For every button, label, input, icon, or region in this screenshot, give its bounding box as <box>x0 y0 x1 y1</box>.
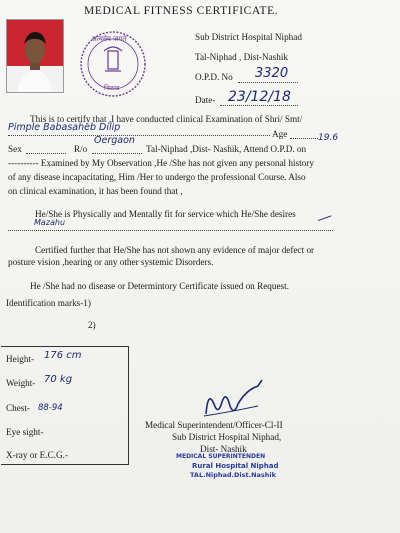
residence-value: Oergaon <box>94 135 135 146</box>
date-rule <box>220 105 298 106</box>
vitals-eyesight-label: Eye sight- <box>6 427 44 437</box>
age-label: Age <box>272 129 288 139</box>
vitals-weight-label: Weight- <box>6 378 36 388</box>
sex-label: Sex <box>8 144 22 154</box>
fit-handwritten: Mazahu <box>34 218 66 227</box>
para3: He /She had no disease or Determintory Certificate issued on Request. <box>30 281 289 291</box>
emblem-top-text: सत्यमेव जयते <box>92 35 127 43</box>
signature <box>200 376 270 420</box>
para1-line3: ---------- Examined by My Observation ,He /She has not given any personal history <box>8 158 314 168</box>
para1-line5: on clinical examination, it has been found that , <box>8 186 183 196</box>
age-value: 19.6 <box>318 133 339 143</box>
opd-value: 3320 <box>255 66 289 81</box>
vitals-chest-label: Chest- <box>6 403 30 413</box>
strike-mark <box>315 206 332 221</box>
name-rule <box>8 135 270 136</box>
residence-label: R/o <box>74 144 88 154</box>
fit-rule <box>8 230 333 231</box>
para2-line1: Certified further that He/She has not shown any evidence of major defect or <box>35 245 315 255</box>
designation-line3: Dist- Nashik <box>200 444 247 454</box>
fit-statement: He/She is Physically and Mentally fit for service which He/She desires <box>35 209 296 219</box>
applicant-name: Pimple Babasaheb Dilip <box>8 122 121 133</box>
certificate-title: MEDICAL FITNESS CERTIFICATE. <box>84 5 279 17</box>
identification-second: 2) <box>88 320 96 330</box>
vitals-height-label: Height- <box>6 354 35 364</box>
age-rule <box>290 138 318 139</box>
vitals-weight-value: 70 kg <box>44 374 73 385</box>
applicant-photo <box>6 19 64 93</box>
para2-line2: posture vision ,hearing or any other systemic Disorders. <box>8 257 214 267</box>
superintendent-stamp-line1: MEDICAL SUPERINTENDEN <box>176 453 266 460</box>
para1-line1: This is to certify that ,I have conducted clinical Examination of Shri/ Smt/ <box>30 114 303 124</box>
designation-line1: Medical Superintendent/Officer-Cl-II <box>145 420 283 430</box>
emblem-bottom-text: निफाड <box>104 84 120 92</box>
opd-label: O.P.D. No <box>195 72 233 82</box>
vitals-height-value: 176 cm <box>44 350 82 361</box>
date-value: 23/12/18 <box>228 89 291 105</box>
sex-rule <box>26 153 66 154</box>
superintendent-stamp-line2: Rural Hospital Niphad <box>192 462 279 470</box>
para1-line2: Tal-Niphad ,Dist- Nashik, Attend O.P.D. on <box>146 144 307 154</box>
identification-label: Identification marks-1) <box>6 298 91 308</box>
vitals-xray-label: X-ray or E.C.G.- <box>6 450 68 460</box>
superintendent-stamp-line3: TAL.Niphad.Dist.Nashik <box>190 471 276 479</box>
opd-rule <box>238 82 298 83</box>
para1-line4: of any disease incapacitating, Him /Her to undergo the professional Course. Also <box>8 172 306 182</box>
vitals-chest-value: 88-94 <box>38 403 63 413</box>
residence-rule <box>92 153 142 154</box>
date-label: Date- <box>195 95 216 105</box>
hospital-address: Tal-Niphad , Dist-Nashik <box>195 52 289 62</box>
hospital-name: Sub District Hospital Niphad <box>195 32 302 42</box>
emblem-stamp <box>78 29 148 99</box>
designation-line2: Sub District Hospital Niphad, <box>172 432 282 442</box>
